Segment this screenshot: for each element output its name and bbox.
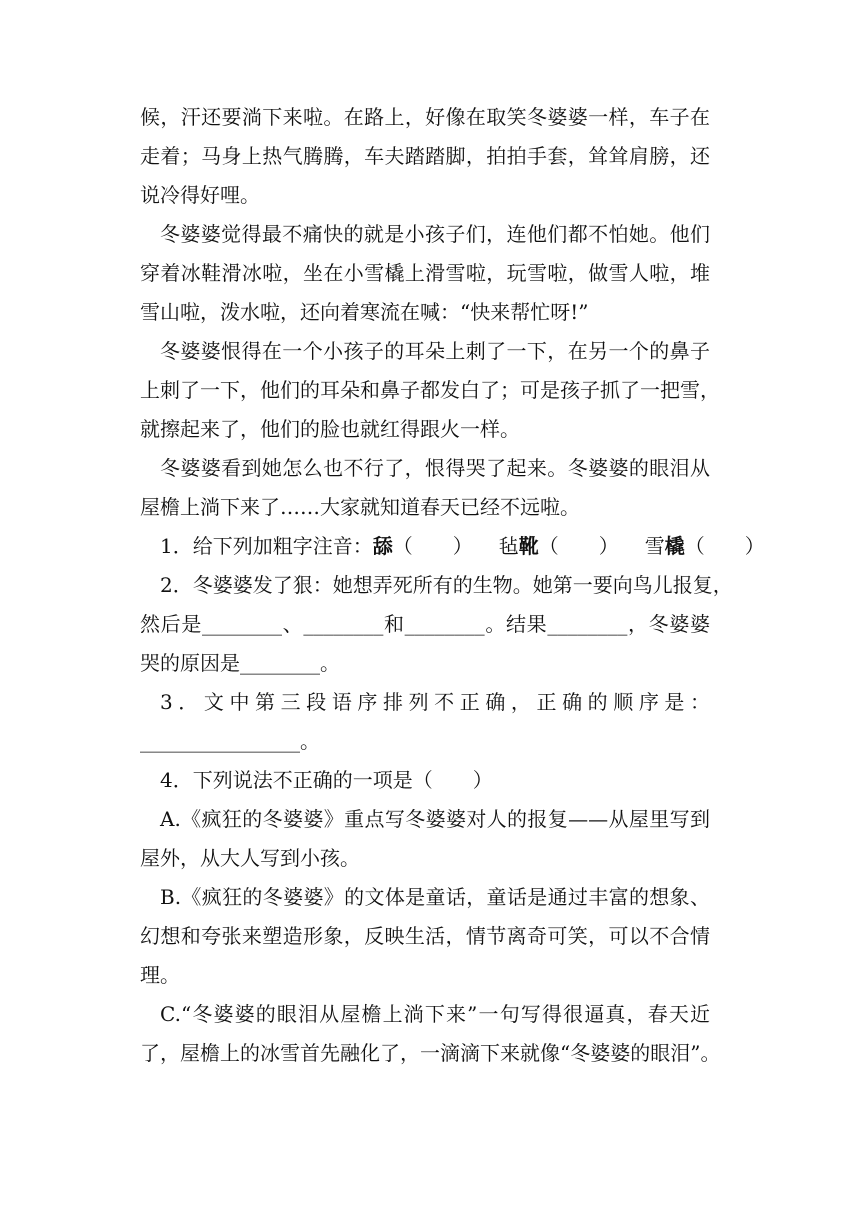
- question-3-line-2: ________________。: [140, 729, 320, 753]
- question-4-option-c-line-2: 了，屋檐上的冰雪首先融化了，一滴滴下来就像“冬婆婆的眼泪”。: [140, 1041, 721, 1065]
- paragraph-4-line-1: 冬婆婆看到她怎么也不行了，恨得哭了起来。冬婆婆的眼泪从: [160, 456, 710, 480]
- question-2-line-1: 2．冬婆婆发了狠：她想弄死所有的生物。她第一要向鸟儿报复，: [160, 573, 733, 597]
- paragraph-3-line-1: 冬婆婆恨得在一个小孩子的耳朵上刺了一下，在另一个的鼻子: [160, 339, 710, 363]
- paragraph-1-line-2: 走着；马身上热气腾腾，车夫踏踏脚，拍拍手套，耸耸肩膀，还: [140, 144, 710, 168]
- question-2-line-2: 然后是________、________和________。结果________，冬婆婆: [140, 612, 710, 636]
- question-4-option-c-line-1: C.“冬婆婆的眼泪从屋檐上淌下来”一句写得很逼真，春天近: [160, 1002, 710, 1026]
- question-1-word-1-char: 舔: [372, 534, 393, 558]
- question-1-prefix: 1．给下列加粗字注音：: [160, 534, 373, 558]
- question-1-word-2-blank: （ ）: [538, 534, 619, 558]
- question-4-stem: 4．下列说法不正确的一项是（ ）: [160, 768, 493, 792]
- question-3-line-1: 3．文中第三段语序排列不正确，正确的顺序是：: [160, 690, 710, 714]
- question-4-option-a-line-1: A.《疯狂的冬婆婆》重点写冬婆婆对人的报复——从屋里写到: [160, 807, 710, 831]
- paragraph-2-line-2: 穿着冰鞋滑冰啦，坐在小雪橇上滑雪啦，玩雪啦，做雪人啦，堆: [140, 261, 710, 285]
- question-2-line-3: 哭的原因是________。: [140, 651, 340, 675]
- document-content: [140, 98, 765, 1073]
- question-1: [140, 527, 765, 566]
- paragraph-1-line-3: 说冷得好哩。: [140, 183, 260, 207]
- question-1-word-3-char: 橇: [664, 534, 685, 558]
- paragraph-3-line-3: 就擦起来了，他们的脸也就红得跟火一样。: [140, 417, 520, 441]
- question-4-option-a-line-2: 屋外，从大人写到小孩。: [140, 846, 360, 870]
- question-1-word-2-char: 靴: [518, 534, 539, 558]
- paragraph-3-line-2: 上刺了一下，他们的耳朵和鼻子都发白了；可是孩子抓了一把雪，: [140, 378, 720, 402]
- paragraph-4-line-2: 屋檐上淌下来了……大家就知道春天已经不远啦。: [140, 495, 580, 519]
- paragraph-2-line-1: 冬婆婆觉得最不痛快的就是小孩子们，连他们都不怕她。他们: [160, 222, 710, 246]
- question-1-word-1-blank: （ ）: [392, 534, 473, 558]
- question-1-word-3-prefix: 雪: [644, 534, 665, 558]
- paragraph-1-line-1: 候，汗还要淌下来啦。在路上，好像在取笑冬婆婆一样，车子在: [140, 105, 710, 129]
- question-4-option-b-line-2: 幻想和夸张来塑造形象，反映生活，情节离奇可笑，可以不合情: [140, 924, 710, 948]
- question-4-option-b-line-3: 理。: [140, 963, 180, 987]
- question-1-word-3-blank: （ ）: [684, 534, 765, 558]
- question-1-word-2-prefix: 毡: [498, 534, 519, 558]
- paragraph-2-line-3: 雪山啦，泼水啦，还向着寒流在喊：“快来帮忙呀!”: [140, 300, 589, 324]
- question-4-option-b-line-1: B.《疯狂的冬婆婆》的文体是童话，童话是通过丰富的想象、: [160, 885, 710, 909]
